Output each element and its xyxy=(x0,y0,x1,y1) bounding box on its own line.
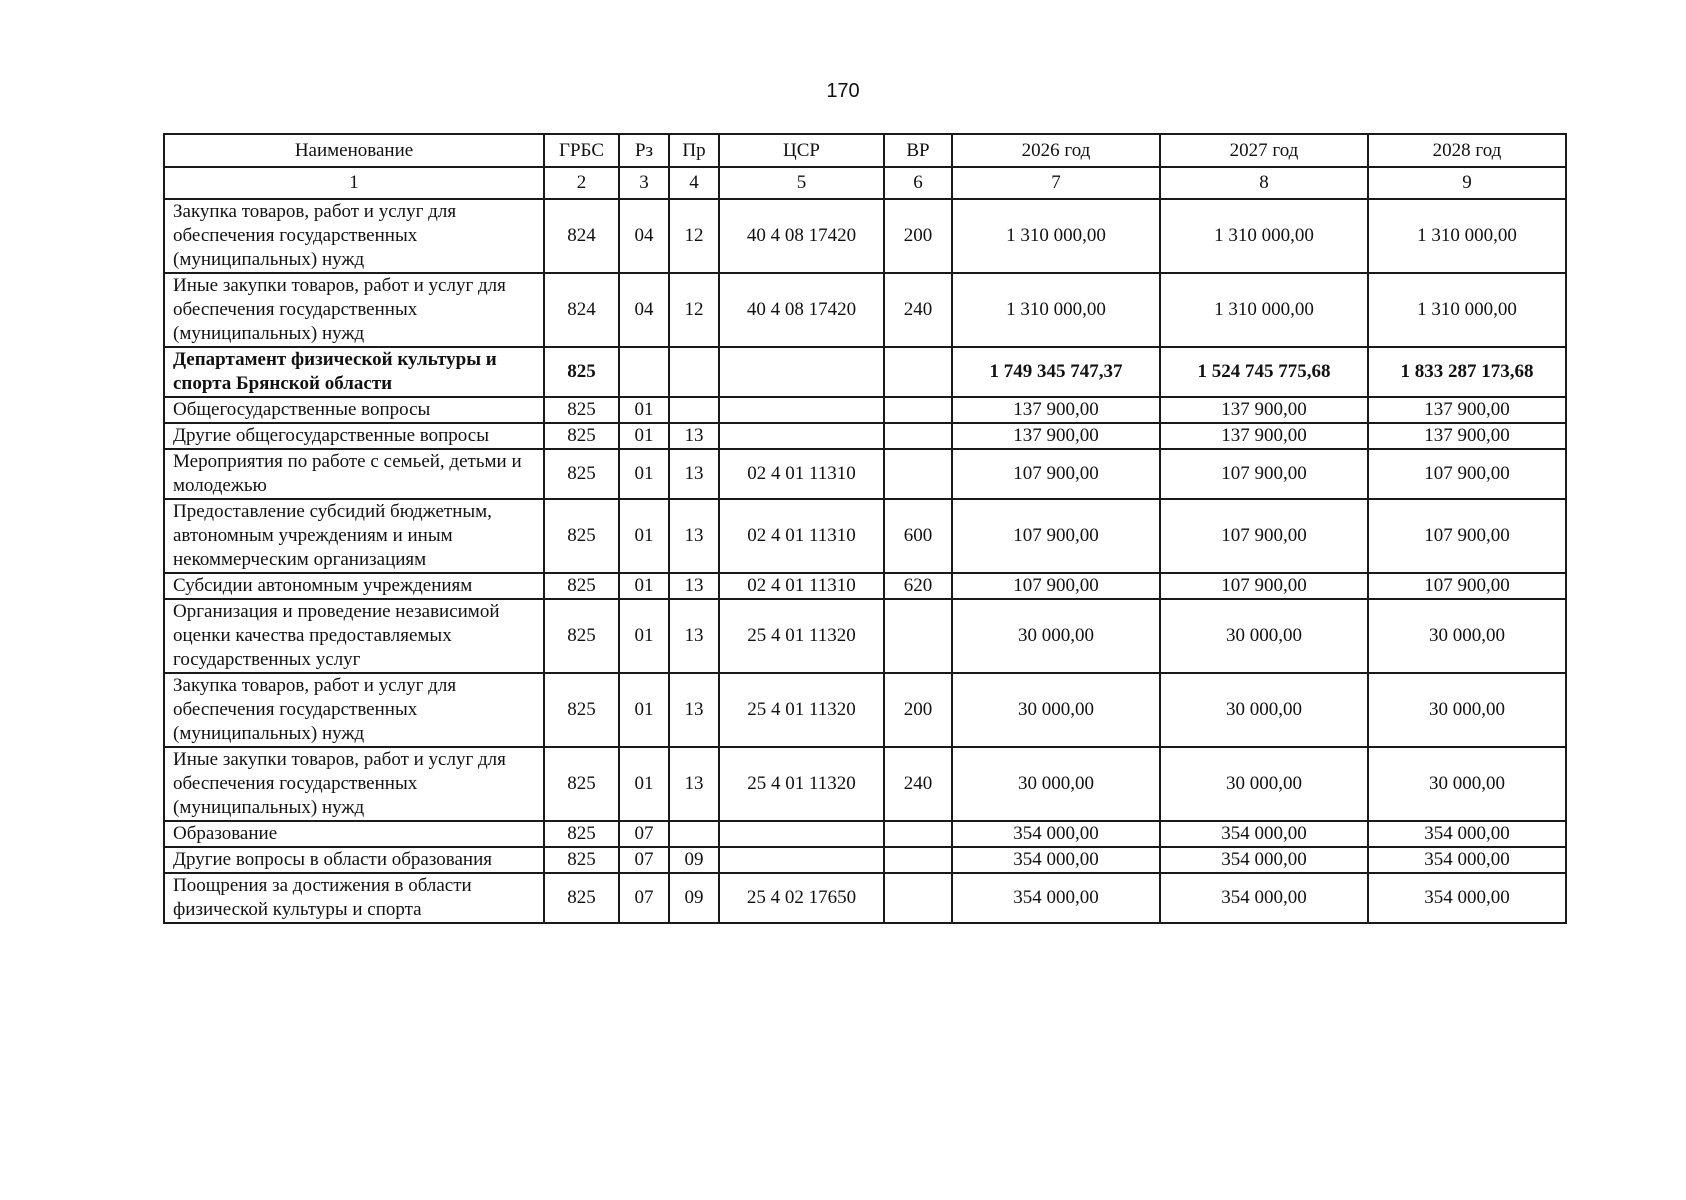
cell-grbs: 825 xyxy=(544,347,619,397)
table-row xyxy=(164,599,1566,673)
cell-vr: 200 xyxy=(884,673,952,747)
cell-2026: 354 000,00 xyxy=(952,873,1160,923)
cell-2027: 30 000,00 xyxy=(1160,673,1368,747)
cell-2028: 1 310 000,00 xyxy=(1368,199,1566,273)
cell-grbs: 825 xyxy=(544,499,619,573)
column-number: 6 xyxy=(884,167,952,199)
cell-csr: 02 4 01 11310 xyxy=(719,573,884,599)
cell-vr xyxy=(884,449,952,499)
cell-2026: 30 000,00 xyxy=(952,673,1160,747)
header-csr: ЦСР xyxy=(719,134,884,167)
table-row xyxy=(164,347,1566,397)
table-row xyxy=(164,747,1566,821)
table-body xyxy=(164,199,1566,923)
table-row xyxy=(164,499,1566,573)
header-name: Наименование xyxy=(164,134,544,167)
cell-rz: 04 xyxy=(619,199,669,273)
cell-rz: 04 xyxy=(619,273,669,347)
cell-vr xyxy=(884,423,952,449)
cell-2026: 107 900,00 xyxy=(952,573,1160,599)
header-2027: 2027 год xyxy=(1160,134,1368,167)
cell-2027: 107 900,00 xyxy=(1160,449,1368,499)
cell-2028: 137 900,00 xyxy=(1368,397,1566,423)
header-pr: Пр xyxy=(669,134,719,167)
cell-rz: 07 xyxy=(619,821,669,847)
cell-2026: 30 000,00 xyxy=(952,599,1160,673)
cell-grbs: 825 xyxy=(544,449,619,499)
cell-name: Субсидии автономным учреждениям xyxy=(164,573,544,599)
column-number: 1 xyxy=(164,167,544,199)
column-number: 5 xyxy=(719,167,884,199)
cell-vr xyxy=(884,821,952,847)
cell-vr: 200 xyxy=(884,199,952,273)
column-number: 4 xyxy=(669,167,719,199)
cell-csr: 25 4 01 11320 xyxy=(719,747,884,821)
cell-rz: 01 xyxy=(619,397,669,423)
cell-name: Закупка товаров, работ и услуг для обеспечения государственных (муниципальных) нужд xyxy=(164,199,544,273)
cell-pr xyxy=(669,397,719,423)
cell-2028: 1 310 000,00 xyxy=(1368,273,1566,347)
cell-2028: 137 900,00 xyxy=(1368,423,1566,449)
cell-pr: 09 xyxy=(669,847,719,873)
cell-vr xyxy=(884,847,952,873)
cell-name: Поощрения за достижения в области физической культуры и спорта xyxy=(164,873,544,923)
cell-rz: 01 xyxy=(619,599,669,673)
cell-2028: 30 000,00 xyxy=(1368,673,1566,747)
cell-name: Организация и проведение независимой оценки качества предоставляемых государственных услуг xyxy=(164,599,544,673)
column-number: 8 xyxy=(1160,167,1368,199)
header-grbs: ГРБС xyxy=(544,134,619,167)
table-row xyxy=(164,673,1566,747)
cell-2028: 1 833 287 173,68 xyxy=(1368,347,1566,397)
table-row xyxy=(164,273,1566,347)
cell-rz: 01 xyxy=(619,573,669,599)
cell-pr: 13 xyxy=(669,747,719,821)
column-number: 2 xyxy=(544,167,619,199)
cell-2028: 354 000,00 xyxy=(1368,873,1566,923)
cell-2027: 354 000,00 xyxy=(1160,873,1368,923)
cell-csr xyxy=(719,847,884,873)
cell-2027: 1 524 745 775,68 xyxy=(1160,347,1368,397)
column-number: 7 xyxy=(952,167,1160,199)
cell-rz xyxy=(619,347,669,397)
cell-name: Иные закупки товаров, работ и услуг для обеспечения государственных (муниципальных) нужд xyxy=(164,747,544,821)
table-row xyxy=(164,449,1566,499)
cell-rz: 07 xyxy=(619,847,669,873)
cell-2028: 107 900,00 xyxy=(1368,499,1566,573)
cell-name: Департамент физической культуры и спорта Брянской области xyxy=(164,347,544,397)
cell-grbs: 824 xyxy=(544,199,619,273)
cell-2027: 137 900,00 xyxy=(1160,397,1368,423)
cell-csr: 25 4 01 11320 xyxy=(719,599,884,673)
cell-rz: 07 xyxy=(619,873,669,923)
cell-pr: 13 xyxy=(669,599,719,673)
page-number: 170 xyxy=(826,80,860,102)
cell-csr: 40 4 08 17420 xyxy=(719,273,884,347)
cell-csr xyxy=(719,347,884,397)
cell-2027: 107 900,00 xyxy=(1160,573,1368,599)
cell-grbs: 825 xyxy=(544,747,619,821)
cell-csr xyxy=(719,423,884,449)
cell-pr: 12 xyxy=(669,273,719,347)
cell-csr: 40 4 08 17420 xyxy=(719,199,884,273)
cell-csr xyxy=(719,397,884,423)
cell-2028: 354 000,00 xyxy=(1368,821,1566,847)
cell-2026: 1 749 345 747,37 xyxy=(952,347,1160,397)
cell-2026: 30 000,00 xyxy=(952,747,1160,821)
cell-2027: 1 310 000,00 xyxy=(1160,199,1368,273)
table-row xyxy=(164,821,1566,847)
cell-grbs: 825 xyxy=(544,573,619,599)
cell-csr: 02 4 01 11310 xyxy=(719,499,884,573)
cell-2028: 30 000,00 xyxy=(1368,747,1566,821)
cell-grbs: 825 xyxy=(544,599,619,673)
cell-rz: 01 xyxy=(619,673,669,747)
header-2026: 2026 год xyxy=(952,134,1160,167)
cell-2027: 1 310 000,00 xyxy=(1160,273,1368,347)
cell-vr: 600 xyxy=(884,499,952,573)
cell-2027: 354 000,00 xyxy=(1160,821,1368,847)
cell-vr: 620 xyxy=(884,573,952,599)
cell-vr xyxy=(884,347,952,397)
cell-rz: 01 xyxy=(619,499,669,573)
cell-rz: 01 xyxy=(619,449,669,499)
cell-vr: 240 xyxy=(884,273,952,347)
cell-vr xyxy=(884,873,952,923)
cell-rz: 01 xyxy=(619,423,669,449)
cell-2026: 137 900,00 xyxy=(952,397,1160,423)
cell-csr xyxy=(719,821,884,847)
cell-2026: 107 900,00 xyxy=(952,499,1160,573)
cell-csr: 02 4 01 11310 xyxy=(719,449,884,499)
cell-name: Предоставление субсидий бюджетным, автономным учреждениям и иным некоммерческим организациям xyxy=(164,499,544,573)
cell-2027: 30 000,00 xyxy=(1160,599,1368,673)
cell-pr: 12 xyxy=(669,199,719,273)
budget-table xyxy=(163,133,1567,924)
cell-2028: 30 000,00 xyxy=(1368,599,1566,673)
cell-2027: 107 900,00 xyxy=(1160,499,1368,573)
cell-csr: 25 4 02 17650 xyxy=(719,873,884,923)
cell-pr xyxy=(669,347,719,397)
cell-2026: 107 900,00 xyxy=(952,449,1160,499)
table-row xyxy=(164,873,1566,923)
table-row xyxy=(164,423,1566,449)
cell-name: Другие вопросы в области образования xyxy=(164,847,544,873)
cell-2026: 1 310 000,00 xyxy=(952,273,1160,347)
table-row xyxy=(164,573,1566,599)
cell-2027: 137 900,00 xyxy=(1160,423,1368,449)
header-2028: 2028 год xyxy=(1368,134,1566,167)
header-vr: ВР xyxy=(884,134,952,167)
cell-pr: 13 xyxy=(669,673,719,747)
cell-grbs: 825 xyxy=(544,397,619,423)
cell-grbs: 825 xyxy=(544,847,619,873)
cell-grbs: 825 xyxy=(544,423,619,449)
column-number: 9 xyxy=(1368,167,1566,199)
cell-csr: 25 4 01 11320 xyxy=(719,673,884,747)
cell-name: Образование xyxy=(164,821,544,847)
cell-grbs: 825 xyxy=(544,873,619,923)
cell-2028: 107 900,00 xyxy=(1368,573,1566,599)
cell-vr xyxy=(884,599,952,673)
cell-name: Иные закупки товаров, работ и услуг для обеспечения государственных (муниципальных) нужд xyxy=(164,273,544,347)
cell-2026: 137 900,00 xyxy=(952,423,1160,449)
cell-name: Другие общегосударственные вопросы xyxy=(164,423,544,449)
cell-vr xyxy=(884,397,952,423)
cell-name: Общегосударственные вопросы xyxy=(164,397,544,423)
cell-2027: 30 000,00 xyxy=(1160,747,1368,821)
cell-pr: 13 xyxy=(669,449,719,499)
cell-pr: 13 xyxy=(669,499,719,573)
cell-2028: 107 900,00 xyxy=(1368,449,1566,499)
cell-grbs: 825 xyxy=(544,821,619,847)
column-number: 3 xyxy=(619,167,669,199)
table-header-row xyxy=(164,134,1566,167)
header-rz: Рз xyxy=(619,134,669,167)
cell-2028: 354 000,00 xyxy=(1368,847,1566,873)
cell-pr: 13 xyxy=(669,423,719,449)
cell-grbs: 825 xyxy=(544,673,619,747)
cell-rz: 01 xyxy=(619,747,669,821)
table-row xyxy=(164,397,1566,423)
cell-pr: 13 xyxy=(669,573,719,599)
cell-2027: 354 000,00 xyxy=(1160,847,1368,873)
cell-grbs: 824 xyxy=(544,273,619,347)
cell-vr: 240 xyxy=(884,747,952,821)
cell-pr: 09 xyxy=(669,873,719,923)
cell-2026: 354 000,00 xyxy=(952,821,1160,847)
cell-2026: 354 000,00 xyxy=(952,847,1160,873)
table-row xyxy=(164,847,1566,873)
cell-pr xyxy=(669,821,719,847)
cell-2026: 1 310 000,00 xyxy=(952,199,1160,273)
cell-name: Закупка товаров, работ и услуг для обеспечения государственных (муниципальных) нужд xyxy=(164,673,544,747)
column-number-row xyxy=(164,167,1566,199)
table-row xyxy=(164,199,1566,273)
cell-name: Мероприятия по работе с семьей, детьми и молодежью xyxy=(164,449,544,499)
